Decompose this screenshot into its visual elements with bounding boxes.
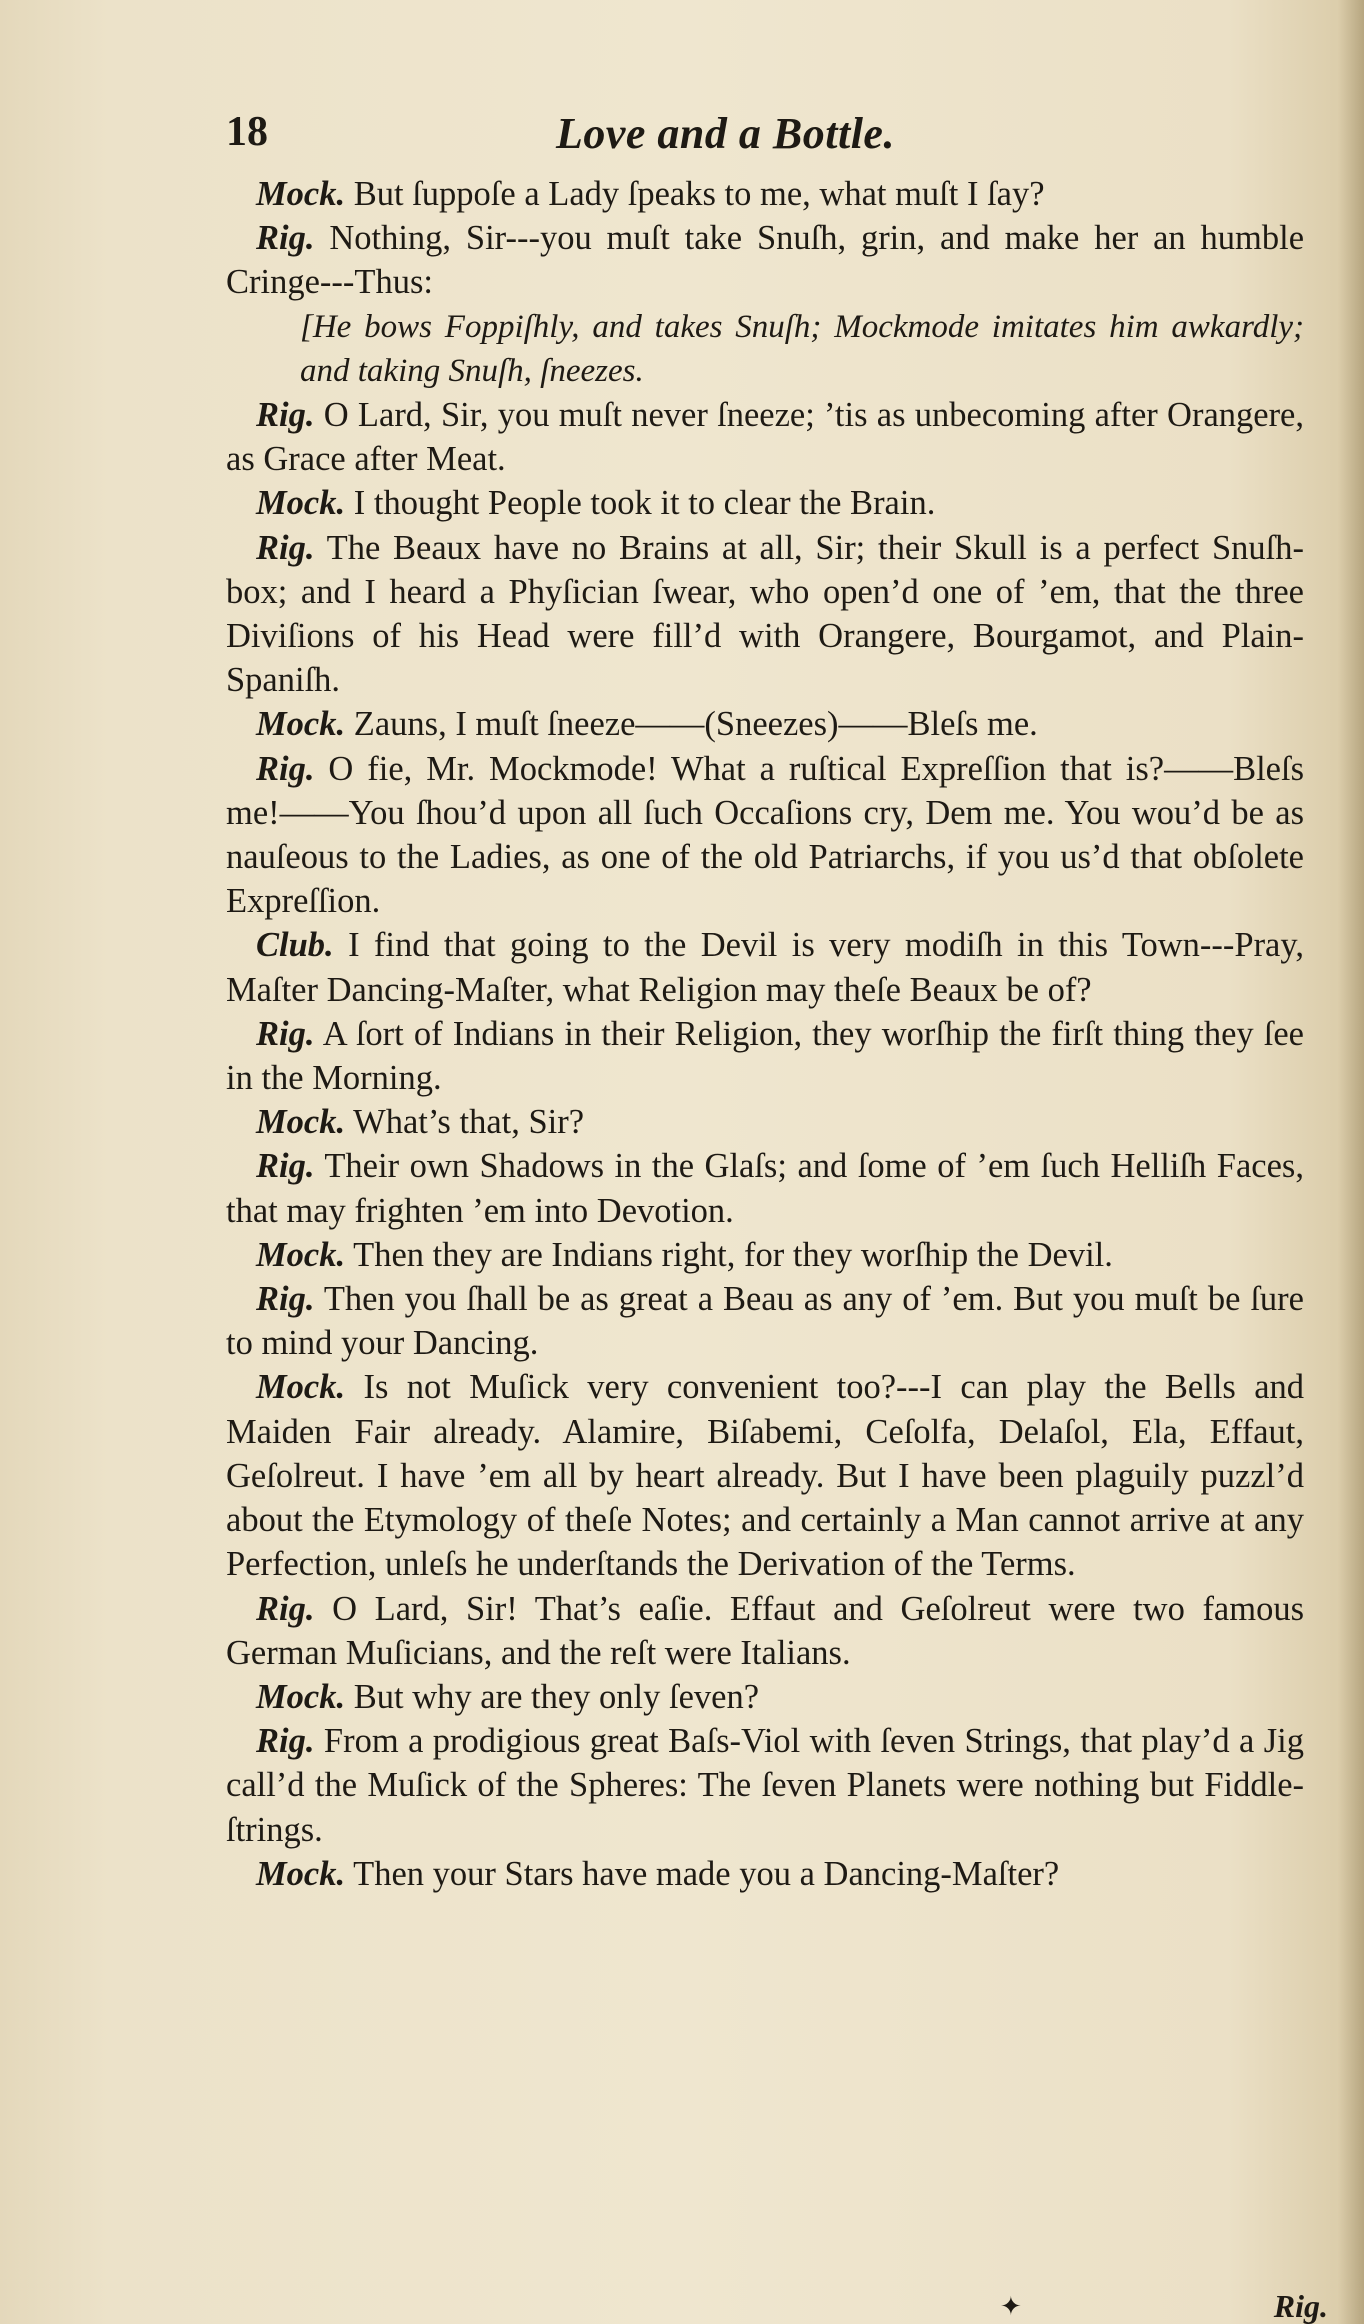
speaker-name: Rig.	[256, 1589, 315, 1628]
speech-paragraph	[226, 172, 1304, 216]
speech-paragraph	[226, 1277, 1304, 1365]
speech-text: But ſuppoſe a Lady ſpeaks to me, what muſt I ſay?	[353, 175, 1045, 213]
speaker-name: Mock.	[256, 1235, 346, 1274]
running-title: Love and a Bottle.	[556, 109, 895, 158]
speech-text: What’s that, Sir?	[353, 1103, 585, 1142]
speech-paragraph	[226, 1365, 1304, 1586]
speech-text: I find that going to the Devil is very modiſh in this Town---Pray, Maſter Dancing-Maſter, what Religion may theſe Beaux be of?	[226, 926, 1305, 1009]
speech-paragraph	[226, 1675, 1304, 1719]
speaker-name: Mock.	[256, 175, 346, 213]
speech-paragraph	[226, 923, 1304, 1011]
speech-paragraph	[226, 481, 1304, 525]
speech-paragraph	[226, 1233, 1304, 1277]
speaker-name: Mock.	[256, 1854, 346, 1893]
speech-text: A ſort of Indians in their Religion, they worſhip the firſt thing they ſee in the Morning.	[226, 1014, 1304, 1098]
speaker-name: Rig.	[256, 1014, 315, 1053]
speaker-name: Rig.	[256, 1147, 315, 1186]
speech-paragraph	[226, 1719, 1304, 1852]
speech-paragraph	[226, 1012, 1304, 1100]
stage-direction	[226, 305, 1304, 393]
stage-direction-text: [He bows Foppiſhly, and takes Snuſh; Mockmode imitates him awkardly; and taking Snuſh, ſneezes.	[300, 308, 1304, 389]
speech-text: Zauns, I muſt ſneeze——(Sneezes)——Bleſs me.	[353, 705, 1038, 744]
speech-paragraph	[226, 216, 1304, 304]
speech-paragraph	[226, 1100, 1304, 1144]
speech-text: Then you ſhall be as great a Beau as any of ’em. But you muſt be ſure to mind your Dancing.	[226, 1280, 1304, 1363]
speech-text: Then they are Indians right, for they worſhip the Devil.	[353, 1235, 1113, 1274]
speaker-name: Rig.	[256, 749, 315, 788]
speech-text: Then your Stars have made you a Dancing-Maſter?	[353, 1854, 1060, 1893]
speech-text: Their own Shadows in the Glaſs; and ſome of ’em ſuch Helliſh Faces, that may frighten ’em into Devotion.	[226, 1147, 1304, 1230]
speaker-name: Rig.	[256, 396, 315, 435]
speech-paragraph	[226, 702, 1304, 746]
speech-text: O fie, Mr. Mockmode! What a ruſtical Expreſſion that is?——Bleſs me!——You ſhou’d upon all ſuch Occaſions cry, Dem me. You wou’d be as nauſeous to the Ladies, as one of the old Patriarchs, if you us’d that obſolete Expreſſion.	[226, 749, 1304, 921]
speaker-name: Rig.	[256, 219, 315, 258]
speech-text: From a prodigious great Baſs-Viol with ſeven Strings, that play’d a Jig call’d the Muſick of the Spheres: The ſeven Planets were nothing but Fiddle-ſtrings.	[226, 1722, 1305, 1849]
speech-paragraph	[226, 747, 1304, 924]
speech-text: Nothing, Sir---you muſt take Snuſh, grin, and make her an humble Cringe---Thus:	[226, 219, 1305, 302]
speaker-name: Mock.	[256, 1677, 346, 1716]
speech-paragraph	[226, 393, 1304, 481]
speech-paragraph	[226, 526, 1304, 703]
speaker-name: Club.	[256, 926, 334, 965]
speaker-name: Rig.	[256, 1722, 315, 1761]
speech-paragraph	[226, 1852, 1304, 1896]
speech-text: O Lard, Sir! That’s eaſie. Effaut and Geſolreut were two famous German Muſicians, and the reſt were Italians.	[226, 1589, 1305, 1672]
speaker-name: Mock.	[256, 484, 346, 523]
play-text	[226, 172, 1304, 1896]
page-number: 18	[226, 109, 268, 155]
page-edge-shadow	[1338, 0, 1364, 2324]
speaker-name: Mock.	[256, 705, 346, 744]
speech-text: I thought People took it to clear the Brain.	[353, 484, 936, 523]
speaker-name: Mock.	[256, 1368, 346, 1407]
speech-text: But why are they only ſeven?	[353, 1677, 760, 1716]
speech-text: O Lard, Sir, you muſt never ſneeze; ’tis as unbecoming after Orangere, as Grace after Meat.	[226, 396, 1304, 479]
catchword: Rig.	[1273, 2288, 1328, 2324]
speech-paragraph	[226, 1144, 1304, 1232]
speaker-name: Rig.	[256, 1280, 315, 1319]
running-head	[226, 108, 1286, 168]
printers-ornament-icon: ✦	[1000, 2292, 1022, 2321]
speaker-name: Mock.	[256, 1103, 346, 1142]
speech-paragraph	[226, 1587, 1304, 1675]
speech-text: The Beaux have no Brains at all, Sir; their Skull is a perfect Snuſh-box; and I heard a Phyſician ſwear, who open’d one of ’em, that the three Diviſions of his Head were fill’d with Orangere, Bourgamot, and Plain-Spaniſh.	[226, 528, 1304, 700]
speaker-name: Rig.	[256, 528, 315, 567]
speech-text: Is not Muſick very convenient too?---I can play the Bells and Maiden Fair already. Alamire, Biſabemi, Ceſolfa, Delaſol, Ela, Effaut, Geſolreut. I have ’em all by heart already. But I have been plaguily puzzl’d about the Etymology of theſe Notes; and certainly a Man cannot arrive at any Perfection, unleſs he underſtands the Derivation of the Terms.	[226, 1368, 1305, 1584]
